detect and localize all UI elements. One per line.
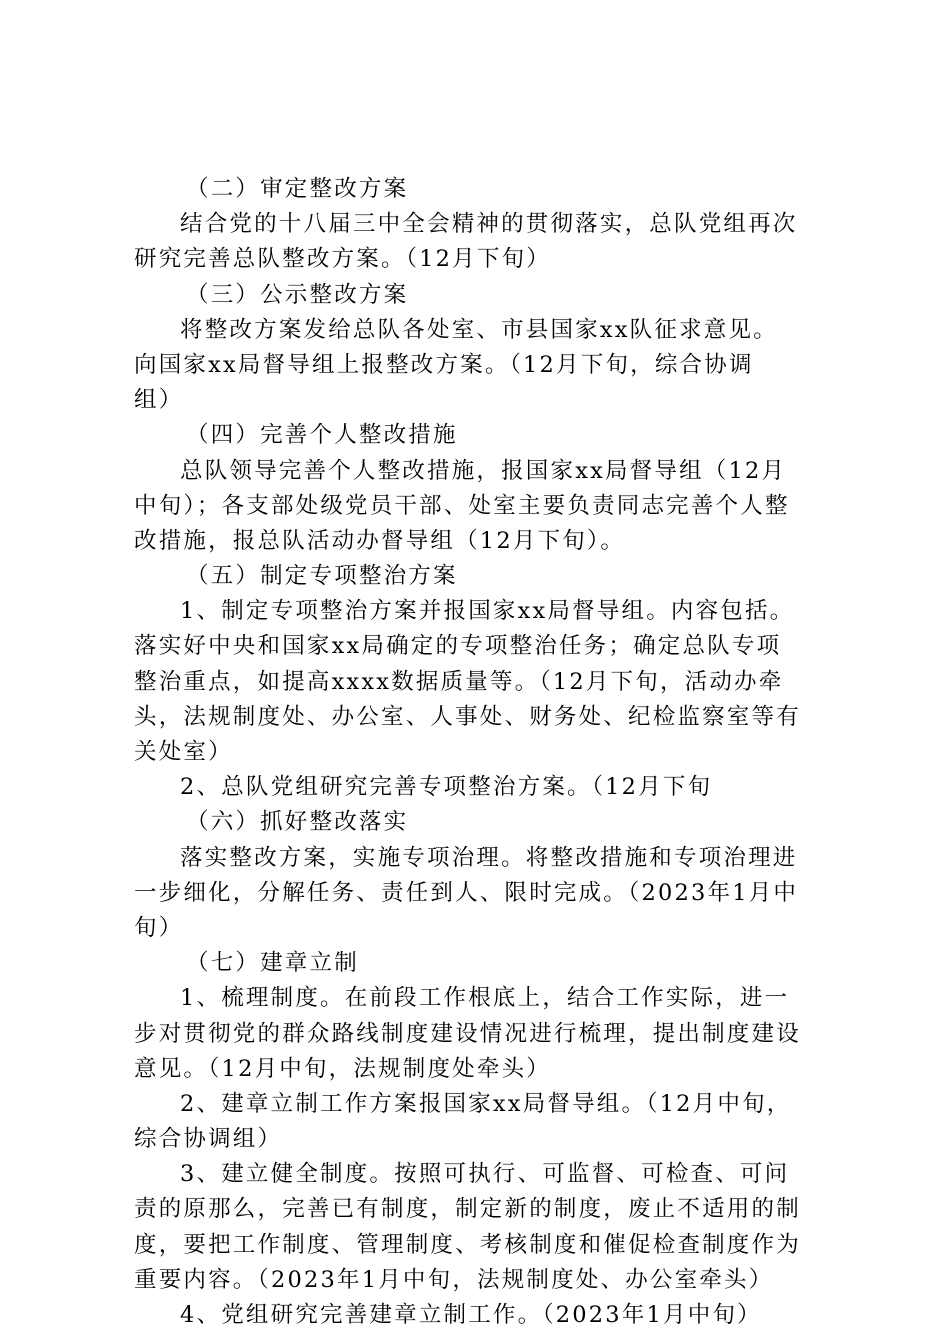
paragraph-line: 2、建章立制工作方案报国家xx局督导组。（12月中旬， (180, 1090, 792, 1117)
paragraph-line: 3、建立健全制度。按照可执行、可监督、可检查、可问 (180, 1161, 790, 1188)
paragraph-line: 头，法规制度处、办公室、人事处、财务处、纪检监察室等有 (134, 703, 801, 730)
paragraph-line: 意见。（12月中旬，法规制度处牵头） (134, 1055, 551, 1082)
paragraph-line: 总队领导完善个人整改措施，报国家xx局督导组（12月 (180, 457, 787, 484)
section-heading: （五）制定专项整治方案 (186, 563, 458, 590)
section-heading: （六）抓好整改落实 (186, 809, 409, 836)
paragraph-line: 落实整改方案，实施专项治理。将整改措施和专项治理进 (180, 844, 798, 871)
section-heading: （七）建章立制 (186, 950, 359, 977)
paragraph-line: 研究完善总队整改方案。（12月下旬） (134, 246, 551, 273)
paragraph-line: 将整改方案发给总队各处室、市县国家xx队征求意见。 (180, 316, 778, 343)
paragraph-line: 度，要把工作制度、管理制度、考核制度和催促检查制度作为 (134, 1231, 801, 1258)
paragraph-line: 1、制定专项整治方案并报国家xx局督导组。内容包括。 (180, 598, 795, 625)
paragraph-line: 责的原那么，完善已有制度，制定新的制度，废止不适用的制 (134, 1196, 801, 1223)
paragraph-line: 改措施，报总队活动办督导组（12月下旬）。 (134, 527, 626, 554)
paragraph-line: 关处室） (134, 739, 233, 765)
paragraph-line: 旬） (134, 914, 184, 941)
paragraph-line: 步对贯彻党的群众路线制度建设情况进行梳理，提出制度建设 (134, 1020, 801, 1047)
paragraph-line: 1、梳理制度。在前段工作根底上，结合工作实际，进一 (180, 985, 790, 1012)
paragraph-line: 一步细化，分解任务、责任到人、限时完成。（2023年1月中 (134, 879, 799, 906)
paragraph-line: 整治重点，如提高xxxx数据质量等。（12月下旬，活动办牵 (134, 668, 784, 695)
paragraph-line: 中旬）；各支部处级党员干部、处室主要负责同志完善个人整 (134, 492, 790, 519)
paragraph-line: 向国家xx局督导组上报整改方案。（12月下旬，综合协调 (134, 351, 754, 378)
paragraph-line: 组） (134, 387, 184, 414)
section-heading: （二）审定整改方案 (186, 176, 409, 202)
paragraph-line: 2、总队党组研究完善专项整治方案。（12月下旬 (180, 774, 713, 801)
paragraph-line: 结合党的十八届三中全会精神的贯彻落实，总队党组再次 (180, 211, 798, 238)
paragraph-line: 重要内容。（2023年1月中旬，法规制度处、办公室牵头） (134, 1266, 774, 1293)
paragraph-line: 落实好中央和国家xx局确定的专项整治任务；确定总队专项 (134, 633, 782, 660)
paragraph-line: 4、党组研究完善建章立制工作。（2023年1月中旬） (180, 1302, 762, 1328)
section-heading: （三）公示整改方案 (186, 281, 409, 308)
section-heading: （四）完善个人整改措施 (186, 422, 458, 449)
paragraph-line: 综合协调组） (134, 1126, 283, 1153)
document-body (134, 172, 824, 1333)
